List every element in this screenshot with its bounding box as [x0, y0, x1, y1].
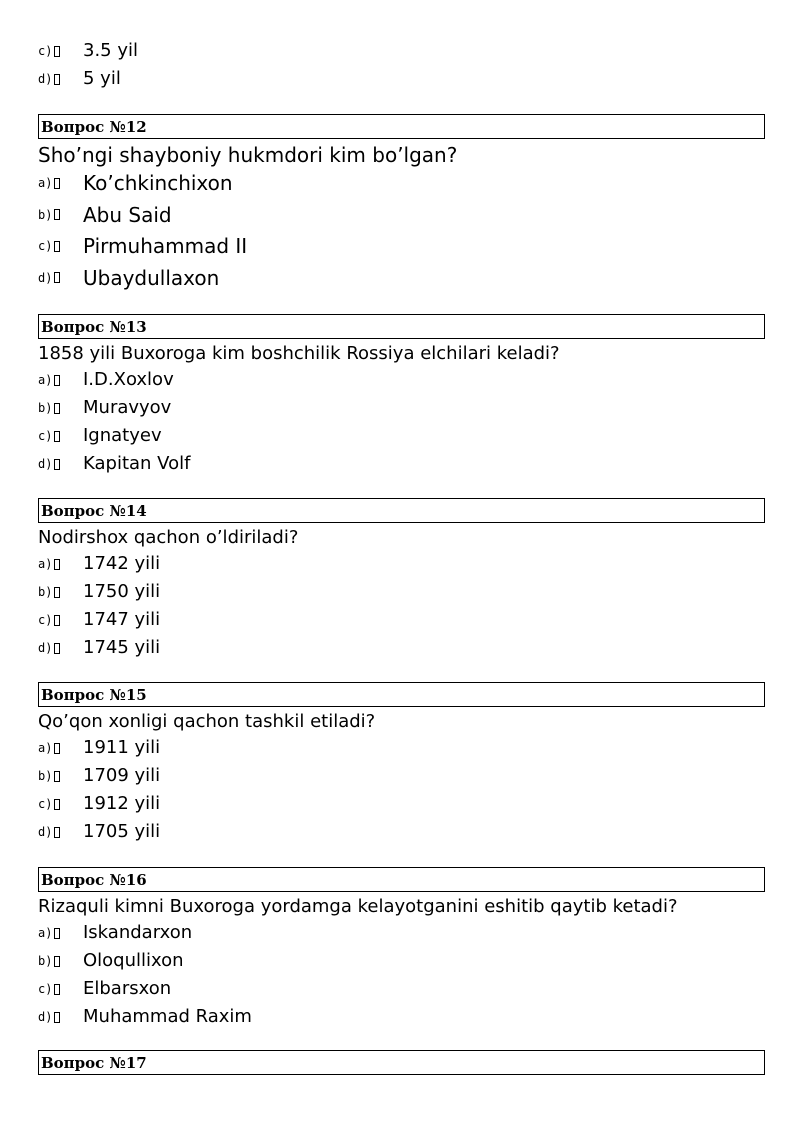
option-letter: d) — [38, 641, 60, 655]
option-c[interactable] — [38, 38, 765, 66]
option-d[interactable] — [38, 66, 765, 94]
option-a[interactable] — [38, 735, 765, 763]
option-b[interactable] — [38, 948, 765, 976]
option-letter: d) — [38, 1010, 60, 1024]
question-text: Sho’ngi shayboniy hukmdori kim bo’lgan? — [38, 143, 458, 167]
option-text: 1750 yili — [83, 581, 161, 602]
question-header: Вопрос №15 — [38, 682, 765, 707]
checkbox-icon — [54, 178, 60, 189]
question-header: Вопрос №13 — [38, 314, 765, 339]
option-text: 3.5 yil — [83, 40, 139, 61]
question-text: Rizaquli kimni Buxoroga yordamga kelayotganini eshitib qaytib ketadi? — [38, 896, 678, 917]
option-b[interactable] — [38, 201, 765, 233]
option-b[interactable] — [38, 763, 765, 791]
question-13 — [38, 314, 765, 479]
option-letter: a) — [38, 373, 60, 387]
option-d[interactable] — [38, 1004, 765, 1032]
option-d[interactable] — [38, 451, 765, 479]
option-letter: b) — [38, 954, 60, 968]
option-text: 5 yil — [83, 68, 121, 89]
checkbox-icon — [54, 956, 60, 967]
option-a[interactable] — [38, 920, 765, 948]
option-c[interactable] — [38, 607, 765, 635]
option-letter: d) — [38, 271, 60, 285]
option-text: 1745 yili — [83, 637, 161, 658]
option-letter: b) — [38, 401, 60, 415]
option-letter: c) — [38, 613, 60, 627]
checkbox-icon — [54, 799, 60, 810]
checkbox-icon — [54, 771, 60, 782]
checkbox-icon — [54, 209, 60, 220]
checkbox-icon — [54, 743, 60, 754]
option-text: 1747 yili — [83, 609, 161, 630]
option-b[interactable] — [38, 579, 765, 607]
checkbox-icon — [54, 587, 60, 598]
option-letter: d) — [38, 825, 60, 839]
question-15 — [38, 682, 765, 847]
option-text: Muravyov — [83, 397, 172, 418]
option-text: 1742 yili — [83, 553, 161, 574]
question-header: Вопрос №16 — [38, 867, 765, 892]
option-text: 1705 yili — [83, 821, 161, 842]
option-text: Kapitan Volf — [83, 453, 191, 474]
option-text: Iskandarxon — [83, 922, 193, 943]
question-text: Nodirshox qachon o’ldiriladi? — [38, 527, 299, 548]
option-c[interactable] — [38, 423, 765, 451]
checkbox-icon — [54, 431, 60, 442]
option-text: 1912 yili — [83, 793, 161, 814]
checkbox-icon — [54, 74, 60, 85]
checkbox-icon — [54, 559, 60, 570]
checkbox-icon — [54, 1012, 60, 1023]
option-c[interactable] — [38, 232, 765, 264]
option-a[interactable] — [38, 551, 765, 579]
checkbox-icon — [54, 643, 60, 654]
question-header: Вопрос №17 — [38, 1050, 765, 1075]
option-a[interactable] — [38, 367, 765, 395]
checkbox-icon — [54, 827, 60, 838]
question-header: Вопрос №12 — [38, 114, 765, 139]
checkbox-icon — [54, 403, 60, 414]
checkbox-icon — [54, 241, 60, 252]
option-d[interactable] — [38, 819, 765, 847]
option-text: I.D.Xoxlov — [83, 369, 174, 390]
option-d[interactable] — [38, 264, 765, 296]
checkbox-icon — [54, 984, 60, 995]
option-letter: d) — [38, 457, 60, 471]
option-letter: a) — [38, 741, 60, 755]
option-text: Ubaydullaxon — [83, 265, 220, 290]
checkbox-icon — [54, 375, 60, 386]
checkbox-icon — [54, 615, 60, 626]
checkbox-icon — [54, 928, 60, 939]
option-text: Elbarsxon — [83, 978, 172, 999]
option-c[interactable] — [38, 976, 765, 1004]
option-d[interactable] — [38, 635, 765, 663]
option-letter: c) — [38, 44, 60, 58]
option-letter: a) — [38, 176, 60, 190]
checkbox-icon — [54, 272, 60, 283]
question-text: Qo’qon xonligi qachon tashkil etiladi? — [38, 711, 376, 732]
question-16 — [38, 867, 765, 1032]
checkbox-icon — [54, 459, 60, 470]
previous-question-options — [38, 38, 765, 94]
option-text: 1709 yili — [83, 765, 161, 786]
option-text: Oloqullixon — [83, 950, 184, 971]
option-a[interactable] — [38, 169, 765, 201]
option-letter: b) — [38, 208, 60, 222]
option-letter: c) — [38, 239, 60, 253]
question-header: Вопрос №14 — [38, 498, 765, 523]
option-text: Pirmuhammad II — [83, 234, 248, 258]
option-letter: a) — [38, 557, 60, 571]
question-14 — [38, 498, 765, 663]
checkbox-icon — [54, 46, 60, 57]
option-letter: d) — [38, 72, 60, 86]
option-letter: b) — [38, 585, 60, 599]
question-17 — [38, 1050, 765, 1075]
option-letter: c) — [38, 429, 60, 443]
option-letter: a) — [38, 926, 60, 940]
option-text: Muhammad Raxim — [83, 1006, 252, 1027]
option-letter: c) — [38, 982, 60, 996]
option-letter: c) — [38, 797, 60, 811]
option-text: Abu Said — [83, 202, 172, 227]
question-12 — [38, 114, 765, 295]
option-text: Ko’chkinchixon — [83, 171, 233, 195]
option-text: 1911 yili — [83, 737, 161, 758]
option-text: Ignatyev — [83, 425, 162, 446]
option-letter: b) — [38, 769, 60, 783]
option-c[interactable] — [38, 791, 765, 819]
option-b[interactable] — [38, 395, 765, 423]
question-text: 1858 yili Buxoroga kim boshchilik Rossiya elchilari keladi? — [38, 343, 560, 364]
